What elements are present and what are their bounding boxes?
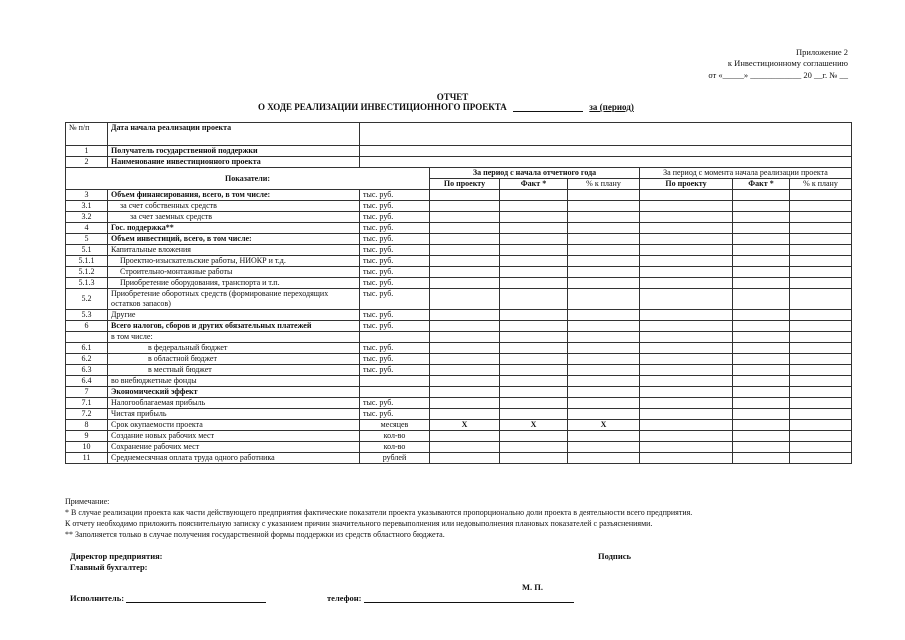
value-cell[interactable]	[733, 343, 790, 354]
row-number: 5.1.1	[66, 256, 108, 267]
value-cell[interactable]	[568, 310, 640, 321]
executor-input[interactable]	[126, 602, 266, 603]
table-row	[66, 409, 852, 420]
value-cell[interactable]	[790, 431, 852, 442]
table-row	[66, 190, 852, 201]
value-cell[interactable]	[640, 201, 733, 212]
row-label: Сохранение рабочих мест	[108, 442, 360, 453]
value-cell[interactable]	[640, 453, 733, 464]
row-label: во внебюджетные фонды	[108, 376, 360, 387]
executor-label: Исполнитель:	[70, 593, 125, 603]
row-unit: тыс. руб.	[360, 267, 430, 278]
value-cell[interactable]	[790, 256, 852, 267]
row-number: 5.1.3	[66, 278, 108, 289]
row-unit: тыс. руб.	[360, 321, 430, 332]
value-cell[interactable]	[500, 354, 568, 365]
signature-label: Подпись	[598, 551, 631, 561]
subheader-cell: % к плану	[568, 179, 640, 190]
value-cell[interactable]: X	[430, 420, 500, 431]
row-unit: кол-во	[360, 431, 430, 442]
row-label: Объем финансирования, всего, в том числе:	[108, 190, 360, 201]
value-cell[interactable]	[733, 420, 790, 431]
value-cell[interactable]	[430, 223, 500, 234]
row-number: 1	[66, 146, 108, 157]
value-cell[interactable]	[430, 332, 500, 343]
row-number: 5	[66, 234, 108, 245]
value-cell[interactable]	[640, 332, 733, 343]
value-cell[interactable]	[500, 376, 568, 387]
value-cell[interactable]	[430, 398, 500, 409]
table-row	[66, 201, 852, 212]
info-value-cell[interactable]	[360, 123, 852, 146]
row-unit: тыс. руб.	[360, 289, 430, 310]
row-number: 3	[66, 190, 108, 201]
value-cell[interactable]	[640, 267, 733, 278]
value-cell[interactable]	[568, 431, 640, 442]
subheader-cell: Факт *	[733, 179, 790, 190]
phone-input[interactable]	[364, 602, 574, 603]
value-cell[interactable]	[790, 310, 852, 321]
value-cell[interactable]	[790, 354, 852, 365]
value-cell[interactable]	[500, 332, 568, 343]
value-cell[interactable]	[733, 365, 790, 376]
value-cell[interactable]	[640, 398, 733, 409]
row-number: 8	[66, 420, 108, 431]
report-subtitle	[258, 102, 634, 112]
value-cell[interactable]	[568, 201, 640, 212]
value-cell[interactable]	[640, 409, 733, 420]
header-row	[66, 168, 852, 179]
table-row	[66, 442, 852, 453]
value-cell[interactable]	[568, 354, 640, 365]
value-cell[interactable]	[790, 420, 852, 431]
value-cell[interactable]	[430, 234, 500, 245]
report-title: ОТЧЕТ	[436, 92, 469, 102]
value-cell[interactable]	[568, 387, 640, 398]
value-cell[interactable]	[790, 376, 852, 387]
value-cell[interactable]	[500, 453, 568, 464]
value-cell[interactable]	[500, 267, 568, 278]
value-cell[interactable]	[640, 212, 733, 223]
value-cell[interactable]	[430, 245, 500, 256]
value-cell[interactable]	[733, 387, 790, 398]
value-cell[interactable]	[640, 310, 733, 321]
table-row	[66, 278, 852, 289]
value-cell[interactable]	[733, 453, 790, 464]
row-unit: тыс. руб.	[360, 310, 430, 321]
row-label: Приобретение оборудования, транспорта и т.п.	[108, 278, 360, 289]
value-cell[interactable]	[640, 245, 733, 256]
phone-field	[327, 593, 574, 603]
row-unit: тыс. руб.	[360, 212, 430, 223]
table-row	[66, 256, 852, 267]
value-cell[interactable]: X	[500, 420, 568, 431]
value-cell[interactable]	[640, 387, 733, 398]
value-cell[interactable]	[500, 201, 568, 212]
value-cell[interactable]	[430, 354, 500, 365]
row-unit: тыс. руб.	[360, 234, 430, 245]
value-cell[interactable]	[430, 201, 500, 212]
value-cell[interactable]	[500, 289, 568, 310]
row-number: 11	[66, 453, 108, 464]
value-cell[interactable]	[430, 453, 500, 464]
row-unit	[360, 387, 430, 398]
table-row	[66, 453, 852, 464]
row-label: в федеральный бюджет	[108, 343, 360, 354]
value-cell[interactable]	[733, 223, 790, 234]
row-unit: тыс. руб.	[360, 256, 430, 267]
report-table	[65, 122, 852, 464]
row-number: 6.2	[66, 354, 108, 365]
value-cell[interactable]	[790, 453, 852, 464]
value-cell[interactable]	[500, 278, 568, 289]
value-cell[interactable]	[640, 256, 733, 267]
value-cell[interactable]	[640, 321, 733, 332]
value-cell[interactable]	[733, 354, 790, 365]
value-cell[interactable]	[790, 321, 852, 332]
table-row	[66, 431, 852, 442]
value-cell[interactable]	[430, 212, 500, 223]
row-label: Строительно-монтажные работы	[108, 267, 360, 278]
info-value-cell[interactable]	[360, 157, 852, 168]
row-number: 6.1	[66, 343, 108, 354]
value-cell[interactable]	[568, 245, 640, 256]
agreement-label: к Инвестиционному соглашению	[727, 58, 848, 68]
note-item: * В случае реализации проекта как части действующего предприятия фактические показатели проекта указываются пропорционально доли проекта в деятельности всего предприятия.	[65, 508, 693, 517]
value-cell[interactable]	[790, 223, 852, 234]
indicators-header: Показатели:	[66, 168, 430, 190]
row-label: Экономический эффект	[108, 387, 360, 398]
value-cell[interactable]	[430, 343, 500, 354]
value-cell[interactable]	[790, 442, 852, 453]
value-cell[interactable]	[500, 431, 568, 442]
value-cell[interactable]	[568, 409, 640, 420]
value-cell[interactable]	[430, 387, 500, 398]
table-row	[66, 387, 852, 398]
value-cell[interactable]	[568, 332, 640, 343]
table-row	[66, 376, 852, 387]
row-label: в местный бюджет	[108, 365, 360, 376]
value-cell[interactable]	[568, 256, 640, 267]
subheader-cell: Факт *	[500, 179, 568, 190]
value-cell[interactable]	[733, 289, 790, 310]
value-cell[interactable]	[790, 267, 852, 278]
row-label: Объем инвестиций, всего, в том числе:	[108, 234, 360, 245]
value-cell[interactable]	[790, 278, 852, 289]
row-label: Чистая прибыль	[108, 409, 360, 420]
table-row	[66, 310, 852, 321]
table-row	[66, 321, 852, 332]
row-number: 2	[66, 157, 108, 168]
table-row	[66, 365, 852, 376]
value-cell[interactable]	[733, 190, 790, 201]
director-label: Директор предприятия:	[70, 551, 163, 561]
row-label: Другие	[108, 310, 360, 321]
value-cell[interactable]	[733, 332, 790, 343]
row-number: 5.3	[66, 310, 108, 321]
value-cell[interactable]	[790, 190, 852, 201]
table-row	[66, 332, 852, 343]
value-cell[interactable]	[500, 343, 568, 354]
value-cell[interactable]	[500, 234, 568, 245]
value-cell[interactable]	[790, 289, 852, 310]
value-cell[interactable]	[568, 398, 640, 409]
row-number: 3.1	[66, 201, 108, 212]
value-cell[interactable]	[500, 256, 568, 267]
value-cell[interactable]	[640, 289, 733, 310]
value-cell[interactable]	[430, 442, 500, 453]
value-cell[interactable]	[733, 267, 790, 278]
table-row	[66, 212, 852, 223]
value-cell[interactable]	[733, 245, 790, 256]
row-unit: рублей	[360, 453, 430, 464]
value-cell[interactable]	[568, 212, 640, 223]
value-cell[interactable]	[500, 321, 568, 332]
notes	[65, 496, 692, 540]
value-cell[interactable]	[568, 223, 640, 234]
value-cell[interactable]	[733, 442, 790, 453]
value-cell[interactable]	[733, 310, 790, 321]
phone-label: телефон:	[327, 593, 362, 603]
row-number: 7	[66, 387, 108, 398]
value-cell[interactable]	[500, 387, 568, 398]
value-cell[interactable]	[790, 343, 852, 354]
row-label: Проектно-изыскательские работы, НИОКР и т.д.	[108, 256, 360, 267]
value-cell[interactable]	[640, 223, 733, 234]
row-number: 5.1.2	[66, 267, 108, 278]
row-label: за счет заемных средств	[108, 212, 360, 223]
table-row	[66, 420, 852, 431]
row-label: Среднемесячная оплата труда одного работника	[108, 453, 360, 464]
value-cell[interactable]	[430, 376, 500, 387]
row-label: Приобретение оборотных средств (формирование переходящих остатков запасов)	[108, 289, 360, 310]
group-header-total: За период с момента начала реализации проекта	[640, 168, 852, 179]
row-label: Капитальные вложения	[108, 245, 360, 256]
value-cell[interactable]	[733, 398, 790, 409]
value-cell[interactable]	[733, 212, 790, 223]
report-period: за (период)	[589, 102, 634, 112]
row-label: Налогооблагаемая прибыль	[108, 398, 360, 409]
row-number: 7.1	[66, 398, 108, 409]
value-cell[interactable]	[500, 442, 568, 453]
group-header-year: За период с начала отчетного года	[430, 168, 640, 179]
row-label: в том числе:	[108, 332, 360, 343]
value-cell[interactable]	[733, 321, 790, 332]
row-number: 5.2	[66, 289, 108, 310]
row-unit: тыс. руб.	[360, 223, 430, 234]
row-number: 9	[66, 431, 108, 442]
value-cell[interactable]	[640, 431, 733, 442]
row-unit: тыс. руб.	[360, 409, 430, 420]
value-cell[interactable]	[500, 223, 568, 234]
accountant-label: Главный бухгалтер:	[70, 562, 148, 572]
row-unit	[360, 332, 430, 343]
table-row	[66, 234, 852, 245]
value-cell[interactable]	[640, 234, 733, 245]
row-label: в областной бюджет	[108, 354, 360, 365]
value-cell[interactable]	[430, 267, 500, 278]
table-row	[66, 267, 852, 278]
row-unit: тыс. руб.	[360, 201, 430, 212]
value-cell[interactable]	[733, 278, 790, 289]
value-cell[interactable]	[568, 453, 640, 464]
note-item: К отчету необходимо приложить пояснительную записку с указанием причин значительного перевыполнения или недовыполнения плановых показателей с разъяснениями.	[65, 519, 653, 528]
value-cell[interactable]	[790, 201, 852, 212]
value-cell[interactable]	[500, 365, 568, 376]
value-cell[interactable]	[790, 245, 852, 256]
value-cell[interactable]	[500, 398, 568, 409]
value-cell[interactable]	[430, 431, 500, 442]
value-cell[interactable]	[733, 234, 790, 245]
value-cell[interactable]	[790, 409, 852, 420]
row-unit: тыс. руб.	[360, 278, 430, 289]
row-label: Наименование инвестиционного проекта	[108, 157, 360, 168]
table-row	[66, 398, 852, 409]
value-cell[interactable]	[430, 409, 500, 420]
value-cell[interactable]	[733, 376, 790, 387]
value-cell[interactable]	[430, 321, 500, 332]
row-unit: тыс. руб.	[360, 398, 430, 409]
value-cell[interactable]	[733, 256, 790, 267]
value-cell[interactable]	[568, 442, 640, 453]
table-row	[66, 223, 852, 234]
value-cell[interactable]	[733, 409, 790, 420]
info-value-cell[interactable]	[360, 146, 852, 157]
table-row	[66, 289, 852, 310]
row-unit: тыс. руб.	[360, 245, 430, 256]
value-cell[interactable]	[640, 190, 733, 201]
value-cell[interactable]	[640, 420, 733, 431]
value-cell[interactable]	[500, 310, 568, 321]
value-cell[interactable]	[640, 278, 733, 289]
info-row	[66, 123, 852, 146]
subheader-cell: По проекту	[430, 179, 500, 190]
row-number: 6.3	[66, 365, 108, 376]
value-cell[interactable]	[640, 343, 733, 354]
executor-field	[70, 593, 266, 603]
row-label: за счет собственных средств	[108, 201, 360, 212]
note-item: ** Заполняется только в случае получения государственной формы поддержки из средств областного бюджета.	[65, 530, 445, 539]
table-row	[66, 343, 852, 354]
value-cell[interactable]	[568, 267, 640, 278]
value-cell[interactable]: X	[568, 420, 640, 431]
row-label: Всего налогов, сборов и других обязательных платежей	[108, 321, 360, 332]
row-unit: тыс. руб.	[360, 354, 430, 365]
table-row	[66, 354, 852, 365]
value-cell[interactable]	[568, 321, 640, 332]
value-cell[interactable]	[640, 354, 733, 365]
row-number: 5.1	[66, 245, 108, 256]
report-subtitle-text: О ХОДЕ РЕАЛИЗАЦИИ ИНВЕСТИЦИОННОГО ПРОЕКТА	[258, 102, 507, 112]
appendix-label: Приложение 2	[796, 47, 848, 57]
value-cell[interactable]	[430, 289, 500, 310]
row-unit: кол-во	[360, 442, 430, 453]
value-cell[interactable]	[790, 234, 852, 245]
notes-heading: Примечание:	[65, 497, 110, 506]
value-cell[interactable]	[790, 398, 852, 409]
row-number: № п/п	[66, 123, 108, 146]
info-row	[66, 157, 852, 168]
value-cell[interactable]	[430, 256, 500, 267]
value-cell[interactable]	[790, 387, 852, 398]
row-number: 4	[66, 223, 108, 234]
value-cell[interactable]	[568, 190, 640, 201]
value-cell[interactable]	[500, 212, 568, 223]
row-number: 6	[66, 321, 108, 332]
row-unit: месяцев	[360, 420, 430, 431]
value-cell[interactable]	[790, 365, 852, 376]
table-row	[66, 245, 852, 256]
value-cell[interactable]	[500, 245, 568, 256]
value-cell[interactable]	[568, 343, 640, 354]
value-cell[interactable]	[500, 190, 568, 201]
row-label: Гос. поддержка**	[108, 223, 360, 234]
value-cell[interactable]	[733, 201, 790, 212]
info-row	[66, 146, 852, 157]
value-cell[interactable]	[568, 365, 640, 376]
value-cell[interactable]	[430, 365, 500, 376]
value-cell[interactable]	[568, 376, 640, 387]
value-cell[interactable]	[568, 234, 640, 245]
row-unit: тыс. руб.	[360, 365, 430, 376]
value-cell[interactable]	[733, 431, 790, 442]
project-name-blank[interactable]	[513, 111, 583, 112]
row-label: Дата начала реализации проекта	[108, 123, 360, 146]
value-cell[interactable]	[790, 332, 852, 343]
value-cell[interactable]	[640, 442, 733, 453]
value-cell[interactable]	[430, 278, 500, 289]
value-cell[interactable]	[430, 190, 500, 201]
value-cell[interactable]	[790, 212, 852, 223]
value-cell[interactable]	[568, 289, 640, 310]
row-unit: тыс. руб.	[360, 343, 430, 354]
subheader-cell: По проекту	[640, 179, 733, 190]
row-label: Создание новых рабочих мест	[108, 431, 360, 442]
row-label: Получатель государственной поддержки	[108, 146, 360, 157]
value-cell[interactable]	[430, 310, 500, 321]
row-number: 10	[66, 442, 108, 453]
value-cell[interactable]	[500, 409, 568, 420]
value-cell[interactable]	[640, 365, 733, 376]
row-label: Срок окупаемости проекта	[108, 420, 360, 431]
row-unit: тыс. руб.	[360, 190, 430, 201]
row-number: 3.2	[66, 212, 108, 223]
row-number	[66, 332, 108, 343]
row-number: 6.4	[66, 376, 108, 387]
agreement-date-line: от «_____» ____________ 20 __г. № __	[708, 70, 848, 80]
row-unit	[360, 376, 430, 387]
stamp-label: М. П.	[522, 582, 544, 592]
value-cell[interactable]	[640, 376, 733, 387]
row-number: 7.2	[66, 409, 108, 420]
subheader-cell: % к плану	[790, 179, 852, 190]
value-cell[interactable]	[568, 278, 640, 289]
